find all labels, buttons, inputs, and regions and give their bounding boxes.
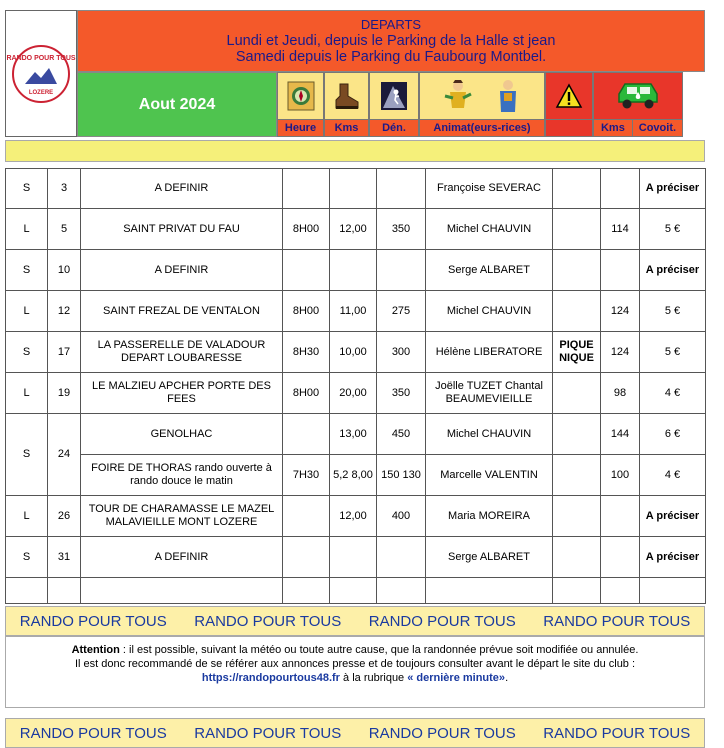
warning-label-space xyxy=(546,119,592,136)
banner-title: DEPARTS xyxy=(360,17,422,32)
col-kms xyxy=(324,72,369,137)
den-cell: 150 130 xyxy=(377,455,426,496)
day-cell: L xyxy=(6,209,48,250)
heure-cell xyxy=(283,169,330,209)
destination-cell: LE MALZIEU APCHER PORTE DES FEES xyxy=(81,373,283,414)
animat-cell: Hélène LIBERATORE xyxy=(426,332,553,373)
den-label: Dén. xyxy=(370,119,418,136)
heure-cell: 8H00 xyxy=(283,209,330,250)
band-text: RANDO POUR TOUS xyxy=(19,612,167,630)
climber-icon xyxy=(379,80,409,112)
band-text: RANDO POUR TOUS xyxy=(543,612,691,630)
day-cell: S xyxy=(6,414,48,496)
col-warning xyxy=(545,72,593,137)
kms-cell: 10,00 xyxy=(330,332,377,373)
table-row xyxy=(6,209,706,250)
derniere-minute-link[interactable]: « dernière minute» xyxy=(407,672,506,684)
club-logo-icon xyxy=(6,44,76,104)
date-cell: 26 xyxy=(48,496,81,537)
destination-cell: LA PASSERELLE DE VALADOUR DEPART LOUBARESSE xyxy=(81,332,283,373)
day-cell: S xyxy=(6,332,48,373)
attention-notice xyxy=(5,636,705,708)
heure-cell xyxy=(283,250,330,291)
warning-icon xyxy=(555,83,583,109)
club-logo xyxy=(5,10,77,137)
animat-cell: Maria MOREIRA xyxy=(426,496,553,537)
destination-cell: TOUR DE CHARAMASSE LE MAZEL MALAVIEILLE MONT LOZERE xyxy=(81,496,283,537)
table-row xyxy=(6,496,706,537)
table-row xyxy=(6,537,706,578)
den-cell: 300 xyxy=(377,332,426,373)
kms-label: Kms xyxy=(325,119,368,136)
hiking-boot-icon xyxy=(332,80,362,112)
den-cell: 350 xyxy=(377,373,426,414)
attention-word: Attention xyxy=(71,644,120,656)
animat-cell: Michel CHAUVIN xyxy=(426,291,553,332)
note-cell xyxy=(553,169,601,209)
heure-cell: 8H30 xyxy=(283,332,330,373)
kms2-cell: 124 xyxy=(601,332,640,373)
band-text: RANDO POUR TOUS xyxy=(194,612,342,630)
notice-end: . xyxy=(505,672,509,684)
animat-cell: Michel CHAUVIN xyxy=(426,414,553,455)
covoit-cell: 5 € xyxy=(640,332,706,373)
kms-cell xyxy=(330,250,377,291)
kms2-cell xyxy=(601,250,640,291)
kms-cell: 12,00 xyxy=(330,209,377,250)
note-cell xyxy=(553,414,601,455)
animat-cell: Serge ALBARET xyxy=(426,250,553,291)
animat-cell: Joëlle TUZET Chantal BEAUMEVIEILLE xyxy=(426,373,553,414)
departures-banner xyxy=(77,10,705,72)
note-cell xyxy=(553,537,601,578)
kms2-cell xyxy=(601,537,640,578)
den-cell: 350 xyxy=(377,209,426,250)
kms-cell: 5,2 8,00 xyxy=(330,455,377,496)
covoit-cell: 4 € xyxy=(640,373,706,414)
day-cell: S xyxy=(6,169,48,209)
col-heure xyxy=(277,72,324,137)
table-row xyxy=(6,250,706,291)
note-cell xyxy=(553,291,601,332)
date-cell: 5 xyxy=(48,209,81,250)
den-cell: 400 xyxy=(377,496,426,537)
heure-cell: 8H00 xyxy=(283,291,330,332)
covoit-cell: 4 € xyxy=(640,455,706,496)
day-cell: L xyxy=(6,291,48,332)
notice-line-3: à la rubrique xyxy=(339,672,408,684)
table-row xyxy=(6,455,706,496)
note-cell xyxy=(553,209,601,250)
day-cell: L xyxy=(6,496,48,537)
schedule-table xyxy=(5,168,706,604)
day-cell: L xyxy=(6,373,48,414)
notice-line-1: : il est possible, suivant la météo ou toute autre cause, que la randonnée prévue soit modifiée ou annulée. xyxy=(119,644,639,656)
kms2-label: Kms xyxy=(594,120,633,136)
destination-cell: A DEFINIR xyxy=(81,250,283,291)
animat-cell: Michel CHAUVIN xyxy=(426,209,553,250)
animat-cell: Françoise SEVERAC xyxy=(426,169,553,209)
destination-cell: SAINT PRIVAT DU FAU xyxy=(81,209,283,250)
header xyxy=(5,10,705,137)
col-covoit xyxy=(593,72,683,137)
destination-cell: A DEFINIR xyxy=(81,537,283,578)
kms2-cell: 114 xyxy=(601,209,640,250)
covoit-cell: 5 € xyxy=(640,209,706,250)
den-cell xyxy=(377,537,426,578)
date-cell: 17 xyxy=(48,332,81,373)
covoit-cell: A préciser xyxy=(640,169,706,209)
animat-label: Animat(eurs-rices) xyxy=(420,119,544,136)
club-website-link[interactable]: https://randopourtous48.fr xyxy=(201,672,340,684)
kms2-cell: 98 xyxy=(601,373,640,414)
table-row xyxy=(6,169,706,209)
car-icon xyxy=(613,78,663,114)
destination-cell: A DEFINIR xyxy=(81,169,283,209)
band-text: RANDO POUR TOUS xyxy=(19,724,167,742)
heure-cell xyxy=(283,496,330,537)
kms2-cell: 100 xyxy=(601,455,640,496)
table-row xyxy=(6,291,706,332)
kms-cell xyxy=(330,169,377,209)
note-cell xyxy=(553,455,601,496)
den-cell xyxy=(377,169,426,209)
band-text: RANDO POUR TOUS xyxy=(543,724,691,742)
den-cell xyxy=(377,250,426,291)
month-label: Aout 2024 xyxy=(77,72,277,137)
yellow-separator xyxy=(5,140,705,162)
table-row xyxy=(6,332,706,373)
table-row xyxy=(6,414,706,455)
table-row xyxy=(6,373,706,414)
departures-sheet xyxy=(5,10,705,748)
date-cell: 19 xyxy=(48,373,81,414)
note-cell xyxy=(553,250,601,291)
heure-label: Heure xyxy=(278,119,323,136)
kms-cell: 20,00 xyxy=(330,373,377,414)
header-columns xyxy=(77,72,705,137)
date-cell: 12 xyxy=(48,291,81,332)
band-text: RANDO POUR TOUS xyxy=(368,612,516,630)
compass-icon xyxy=(286,80,316,112)
date-cell: 3 xyxy=(48,169,81,209)
kms2-cell: 144 xyxy=(601,414,640,455)
kms2-cell: 124 xyxy=(601,291,640,332)
date-cell: 31 xyxy=(48,537,81,578)
notice-line-2: Il est donc recommandé de se référer aux annonces presse et de toujours consulter avant le départ le site du club : xyxy=(74,658,636,670)
den-cell: 450 xyxy=(377,414,426,455)
guide-woman-icon xyxy=(441,78,475,114)
rando-band-top xyxy=(5,606,705,636)
banner-line-1: Lundi et Jeudi, depuis le Parking de la Halle st jean xyxy=(226,33,556,49)
header-main xyxy=(77,10,705,137)
covoit-labels xyxy=(594,119,682,136)
svg-text:RANDO POUR TOUS: RANDO POUR TOUS xyxy=(6,54,76,62)
covoit-cell: A préciser xyxy=(640,496,706,537)
covoit-label: Covoit. xyxy=(633,120,682,136)
heure-cell xyxy=(283,537,330,578)
day-cell: S xyxy=(6,537,48,578)
rando-band-bottom xyxy=(5,718,705,748)
kms-cell xyxy=(330,537,377,578)
day-cell: S xyxy=(6,250,48,291)
kms2-cell xyxy=(601,496,640,537)
animat-cell: Marcelle VALENTIN xyxy=(426,455,553,496)
covoit-cell: 5 € xyxy=(640,291,706,332)
table-row-empty xyxy=(6,578,706,604)
kms-cell: 13,00 xyxy=(330,414,377,455)
kms2-cell xyxy=(601,169,640,209)
heure-cell: 7H30 xyxy=(283,455,330,496)
heure-cell: 8H00 xyxy=(283,373,330,414)
covoit-cell: A préciser xyxy=(640,537,706,578)
banner-line-2: Samedi depuis le Parking du Faubourg Montbel. xyxy=(235,49,547,65)
col-animat xyxy=(419,72,545,137)
note-cell xyxy=(553,373,601,414)
guide-man-icon xyxy=(493,78,523,114)
covoit-cell: A préciser xyxy=(640,250,706,291)
kms-cell: 12,00 xyxy=(330,496,377,537)
destination-cell: FOIRE DE THORAS rando ouverte à rando douce le matin xyxy=(81,455,283,496)
date-cell: 10 xyxy=(48,250,81,291)
date-cell: 24 xyxy=(48,414,81,496)
svg-text:LOZERE: LOZERE xyxy=(28,89,54,96)
heure-cell xyxy=(283,414,330,455)
covoit-cell: 6 € xyxy=(640,414,706,455)
den-cell: 275 xyxy=(377,291,426,332)
note-cell xyxy=(553,496,601,537)
destination-cell: GENOLHAC xyxy=(81,414,283,455)
destination-cell: SAINT FREZAL DE VENTALON xyxy=(81,291,283,332)
animat-cell: Serge ALBARET xyxy=(426,537,553,578)
col-den xyxy=(369,72,419,137)
band-text: RANDO POUR TOUS xyxy=(194,724,342,742)
kms-cell: 11,00 xyxy=(330,291,377,332)
band-text: RANDO POUR TOUS xyxy=(368,724,516,742)
note-cell: PIQUE NIQUE xyxy=(553,332,601,373)
